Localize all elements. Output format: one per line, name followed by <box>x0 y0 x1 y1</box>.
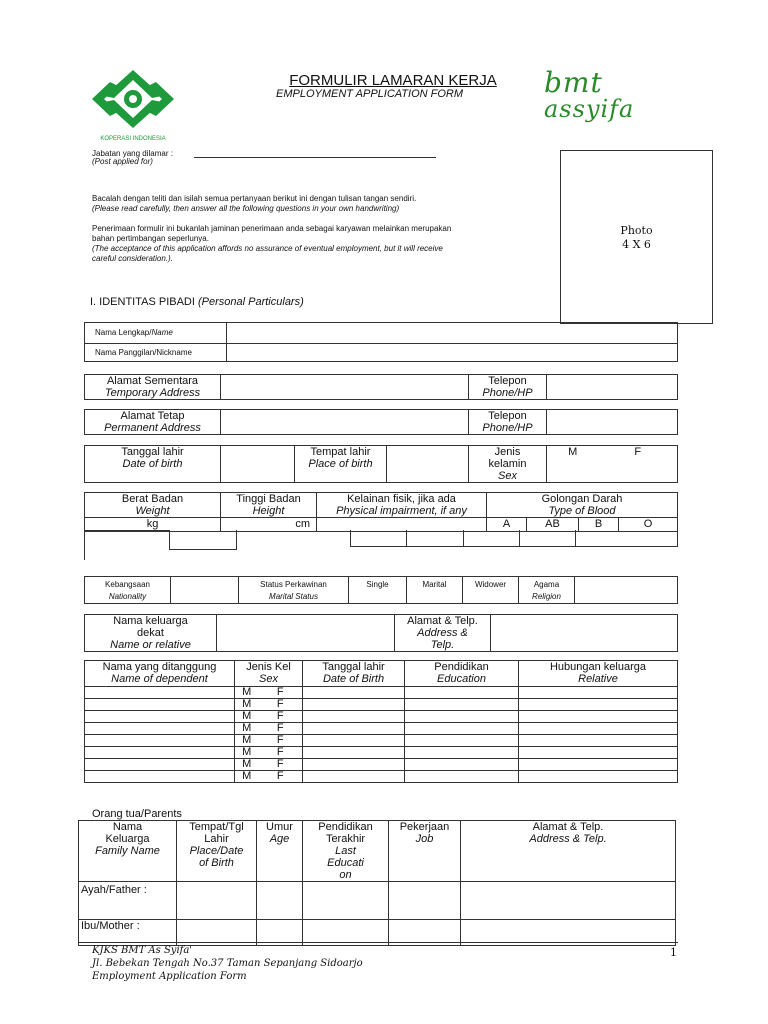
birth-place-field[interactable] <box>387 446 469 483</box>
dependent-name-header-id: Nama yang ditanggung <box>102 661 217 673</box>
parent-address-header <box>461 821 676 882</box>
blood-type-b[interactable]: B <box>579 518 619 532</box>
temp-address-label <box>85 375 221 400</box>
blood-answer-b[interactable] <box>463 530 520 547</box>
dependent-row <box>85 759 678 771</box>
parent-job-header <box>389 821 461 882</box>
cooperative-logo-caption: KOPERASI INDONESIA <box>100 136 166 142</box>
parent-education-header-en2: Educati <box>327 857 364 869</box>
parent-education-header <box>303 821 389 882</box>
dependent-row <box>85 735 678 747</box>
post-applied-field[interactable] <box>194 157 436 158</box>
nationality-label-id: Kebangsaan <box>105 580 150 589</box>
birth-place-label-id: Tempat lahir <box>310 446 371 458</box>
dependent-education-field[interactable] <box>405 723 519 735</box>
mother-label: Ibu/Mother : <box>79 920 177 946</box>
religion-field[interactable] <box>575 577 678 604</box>
dependent-sex-f[interactable]: F <box>259 759 303 771</box>
dependent-sex-f[interactable]: F <box>259 735 303 747</box>
dependent-relation-field[interactable] <box>519 759 678 771</box>
form-subtitle: EMPLOYMENT APPLICATION FORM <box>276 88 464 100</box>
full-name-label-id: Nama Lengkap/ <box>95 328 152 337</box>
instruction-1: Bacalah dengan teliti dan isilah semua pertanyaan berikut ini dengan tulisan tangan sendiri. <box>92 194 417 203</box>
dependent-row <box>85 723 678 735</box>
parent-birth-header-en2: of Birth <box>199 857 234 869</box>
dependent-sex-m[interactable]: M <box>235 747 259 759</box>
impairment-label <box>317 493 487 518</box>
blood-answer-o[interactable] <box>519 530 576 547</box>
marital-married-option[interactable]: Marital <box>407 577 463 604</box>
temp-phone-label <box>469 375 547 400</box>
dependent-relation-field[interactable] <box>519 735 678 747</box>
weight-value-box[interactable] <box>169 530 237 550</box>
weight-label <box>85 493 221 518</box>
dependents-table <box>84 660 678 783</box>
brand-logo-line2: assyifa <box>544 95 635 123</box>
temp-address-label-en: Temporary Address <box>104 387 201 399</box>
sex-label-line1: Jenis <box>494 446 521 458</box>
dependent-name-field[interactable] <box>85 687 235 699</box>
father-birth-field[interactable] <box>177 882 257 920</box>
temp-phone-field[interactable] <box>547 375 678 400</box>
page-number: 1 <box>670 946 677 959</box>
dependent-education-field[interactable] <box>405 687 519 699</box>
perm-phone-label-id: Telepon <box>488 410 527 422</box>
perm-address-label-en: Permanent Address <box>104 422 201 434</box>
parent-job-header-id: Pekerjaan <box>399 821 450 833</box>
dependent-sex-f[interactable]: F <box>259 771 303 783</box>
dependent-sex-f[interactable]: F <box>259 699 303 711</box>
dependent-relation-field[interactable] <box>519 699 678 711</box>
dependent-education-header <box>405 661 519 687</box>
dependent-education-header-en: Education <box>437 673 486 685</box>
religion-label-id: Agama <box>533 580 560 589</box>
parent-age-header <box>257 821 303 882</box>
dependent-dob-field[interactable] <box>303 759 405 771</box>
height-field[interactable]: cm <box>221 518 317 532</box>
dependent-name-header <box>85 661 235 687</box>
dependents-header-row <box>85 661 678 687</box>
sex-label-en: Sex <box>498 470 517 482</box>
dependent-dob-header-en: Date of Birth <box>322 673 385 685</box>
dependent-name-header-en: Name of dependent <box>111 673 208 685</box>
temp-address-table <box>84 374 678 400</box>
footer-line-1: KJKS BMT As Syifa' <box>92 945 193 956</box>
father-age-field[interactable] <box>257 882 303 920</box>
parent-address-header-en: Address & Telp. <box>529 833 607 845</box>
impairment-label-en: Physical impairment, if any <box>336 505 467 517</box>
parent-education-header-en1: Last <box>335 845 356 857</box>
birth-date-label-id: Tanggal lahir <box>121 446 184 458</box>
dependent-row <box>85 711 678 723</box>
parent-birth-header <box>177 821 257 882</box>
dependent-row <box>85 687 678 699</box>
photo-box[interactable] <box>560 150 713 324</box>
dependent-relation-header <box>519 661 678 687</box>
dependent-education-field[interactable] <box>405 759 519 771</box>
dependent-name-field[interactable] <box>85 735 235 747</box>
dependent-sex-m[interactable]: M <box>235 711 259 723</box>
marital-status-label-id: Status Perkawinan <box>260 580 327 589</box>
dependent-sex-m[interactable]: M <box>235 723 259 735</box>
brand-logo <box>544 66 674 130</box>
perm-address-field[interactable] <box>221 410 469 435</box>
parent-birth-header-en1: Place/Date <box>189 845 244 857</box>
dependent-dob-field[interactable] <box>303 747 405 759</box>
relative-name-label-line2: dekat <box>137 627 164 639</box>
blood-type-a[interactable]: A <box>487 518 527 532</box>
relative-address-label <box>395 615 491 652</box>
weight-extra-box[interactable] <box>84 530 170 560</box>
dependent-education-header-id: Pendidikan <box>434 661 489 673</box>
father-address-field[interactable] <box>461 882 676 920</box>
marital-status-label <box>239 577 349 604</box>
father-row <box>79 882 676 920</box>
relative-address-field[interactable] <box>491 615 678 652</box>
birth-date-label-en: Date of birth <box>122 458 183 470</box>
blood-type-label-id: Golongan Darah <box>541 493 623 505</box>
blood-answer-ab[interactable] <box>406 530 464 547</box>
sex-label <box>469 446 547 483</box>
dependent-education-field[interactable] <box>405 771 519 783</box>
dependent-name-field[interactable] <box>85 699 235 711</box>
father-education-field[interactable] <box>303 882 389 920</box>
blood-type-o[interactable]: O <box>619 518 678 532</box>
dependent-dob-field[interactable] <box>303 699 405 711</box>
parent-birth-header-line2: Lahir <box>204 833 229 845</box>
dependent-relation-header-en: Relative <box>578 673 618 685</box>
birth-date-field[interactable] <box>221 446 295 483</box>
birth-place-label-en: Place of birth <box>308 458 373 470</box>
nickname-field[interactable] <box>227 344 678 362</box>
dependent-name-field[interactable] <box>85 771 235 783</box>
photo-label: Photo <box>620 224 653 237</box>
dependent-education-field[interactable] <box>405 747 519 759</box>
sex-female-option[interactable]: F <box>599 446 678 483</box>
parents-title: Orang tua/Parents <box>92 808 182 820</box>
dependent-name-field[interactable] <box>85 723 235 735</box>
blood-type-label <box>487 493 678 518</box>
dependent-relation-header-id: Hubungan keluarga <box>549 661 647 673</box>
birth-place-label <box>295 446 387 483</box>
sex-label-line2: kelamin <box>488 458 527 470</box>
father-job-field[interactable] <box>389 882 461 920</box>
perm-address-table <box>84 409 678 435</box>
perm-phone-label-en: Phone/HP <box>482 422 533 434</box>
relative-address-label-line1: Alamat & Telp. <box>407 615 478 627</box>
section-1-title-id: I. IDENTITAS PIBADI <box>90 296 195 308</box>
perm-phone-label <box>469 410 547 435</box>
instruction-2b: bahan pertimbangan seperlunya. <box>92 234 209 243</box>
dependent-row <box>85 771 678 783</box>
dependent-relation-field[interactable] <box>519 771 678 783</box>
parent-name-header-line1: Nama <box>112 821 143 833</box>
weight-field[interactable]: kg <box>85 518 221 532</box>
nickname-label: Nama Panggilan/Nickname <box>85 344 227 362</box>
dependent-relation-field[interactable] <box>519 723 678 735</box>
physical-table <box>84 492 678 532</box>
marital-widower-option[interactable]: Widower <box>463 577 519 604</box>
birth-table <box>84 445 678 483</box>
relative-address-label-line3: Telp. <box>430 639 455 651</box>
instruction-2-en-b: careful consideration.). <box>92 254 173 263</box>
parent-address-header-id: Alamat & Telp. <box>532 821 604 833</box>
temp-phone-label-en: Phone/HP <box>482 387 533 399</box>
dependent-row <box>85 699 678 711</box>
weight-label-en: Weight <box>135 505 170 517</box>
section-1-title <box>90 296 304 308</box>
parents-table <box>78 820 676 946</box>
dependent-sex-header-en: Sex <box>259 673 278 685</box>
temp-address-field[interactable] <box>221 375 469 400</box>
perm-address-label <box>85 410 221 435</box>
birth-date-label <box>85 446 221 483</box>
blood-type-label-en: Type of Blood <box>548 505 616 517</box>
blood-answer-a[interactable] <box>350 530 407 547</box>
parent-name-header <box>79 821 177 882</box>
dependent-name-field[interactable] <box>85 759 235 771</box>
dependent-dob-header-id: Tanggal lahir <box>322 661 385 673</box>
post-applied-label: Jabatan yang dilamar : <box>92 149 173 158</box>
dependent-dob-field[interactable] <box>303 723 405 735</box>
footer <box>92 944 363 983</box>
dependent-dob-field[interactable] <box>303 711 405 723</box>
parent-age-header-en: Age <box>269 833 290 845</box>
nationality-field[interactable] <box>171 577 239 604</box>
instruction-2a: Penerimaan formulir ini bukanlah jaminan penerimaan anda sebagai karyawan melainkan merupakan <box>92 224 452 233</box>
post-applied-label-en: (Post applied for) <box>92 157 153 166</box>
parent-education-header-line1: Pendidikan <box>318 821 373 833</box>
instructions <box>92 194 552 264</box>
relative-name-label-line1: Nama keluarga <box>113 615 188 627</box>
dependent-sex-m[interactable]: M <box>235 735 259 747</box>
height-label-en: Height <box>252 505 285 517</box>
parent-name-header-en: Family Name <box>95 845 160 857</box>
nationality-label <box>85 577 171 604</box>
dependent-dob-field[interactable] <box>303 771 405 783</box>
temp-address-label-id: Alamat Sementara <box>106 375 199 387</box>
temp-phone-label-id: Telepon <box>488 375 527 387</box>
name-table <box>84 322 678 362</box>
full-name-label <box>85 323 227 344</box>
parent-education-header-en3: on <box>339 869 352 881</box>
height-label <box>221 493 317 518</box>
religion-label <box>519 577 575 604</box>
dependent-dob-header <box>303 661 405 687</box>
blood-type-ab[interactable]: AB <box>527 518 579 532</box>
parent-age-header-id: Umur <box>266 821 293 833</box>
relative-name-field[interactable] <box>217 615 395 652</box>
height-label-id: Tinggi Badan <box>236 493 301 505</box>
cooperative-emblem-icon <box>88 68 178 130</box>
brand-logo-line1: bmt <box>544 66 603 99</box>
form-title: FORMULIR LAMARAN KERJA <box>289 72 497 89</box>
sex-male-option[interactable]: M <box>547 446 599 483</box>
parent-name-header-line2: Keluarga <box>105 833 150 845</box>
marital-status-label-en: Marital Status <box>269 592 318 601</box>
dependent-sex-m[interactable]: M <box>235 771 259 783</box>
dependent-sex-header <box>235 661 303 687</box>
dependent-sex-m[interactable]: M <box>235 687 259 699</box>
weight-label-id: Berat Badan <box>121 493 184 505</box>
impairment-label-id: Kelainan fisik, jika ada <box>347 493 456 505</box>
dependent-sex-f[interactable]: F <box>259 747 303 759</box>
parent-education-header-line2: Terakhir <box>325 833 366 845</box>
cooperative-logo <box>88 68 178 140</box>
instruction-2-en-a: (The acceptance of this application affords no assurance of eventual employment, but it will receive <box>92 244 443 253</box>
dependent-relation-field[interactable] <box>519 747 678 759</box>
dependent-education-field[interactable] <box>405 699 519 711</box>
relative-address-label-line2: Address & <box>417 627 468 639</box>
nationality-label-en: Nationality <box>108 592 147 601</box>
relative-name-label-en: Name or relative <box>110 639 191 651</box>
dependent-relation-field[interactable] <box>519 711 678 723</box>
dependent-sex-header-id: Jenis Kel <box>246 661 291 673</box>
photo-size-label: 4 X 6 <box>622 238 651 251</box>
footer-line-3: Employment Application Form <box>92 971 247 982</box>
relative-table <box>84 614 678 652</box>
footer-divider <box>78 942 678 943</box>
perm-address-label-id: Alamat Tetap <box>120 410 185 422</box>
full-name-field[interactable] <box>227 323 678 344</box>
father-label: Ayah/Father : <box>79 882 177 920</box>
dependent-education-field[interactable] <box>405 735 519 747</box>
dependent-sex-m[interactable]: M <box>235 759 259 771</box>
dependent-name-field[interactable] <box>85 711 235 723</box>
blood-answer-extra[interactable] <box>575 530 678 547</box>
instruction-1-en: (Please read carefully, then answer all the following questions in your own handwriting) <box>92 204 400 213</box>
dependent-dob-field[interactable] <box>303 687 405 699</box>
dependent-row <box>85 747 678 759</box>
footer-line-2: Jl. Bebekan Tengah No.37 Taman Sepanjang Sidoarjo <box>92 958 363 969</box>
parent-job-header-en: Job <box>415 833 434 845</box>
relative-name-label <box>85 615 217 652</box>
dependent-name-field[interactable] <box>85 747 235 759</box>
dependent-sex-f[interactable]: F <box>259 723 303 735</box>
full-name-label-en: Name <box>151 328 173 337</box>
section-1-title-en: (Personal Particulars) <box>198 296 304 308</box>
dependent-education-field[interactable] <box>405 711 519 723</box>
dependent-sex-f[interactable]: F <box>259 711 303 723</box>
religion-label-en: Religion <box>532 592 561 601</box>
parent-birth-header-line1: Tempat/Tgl <box>189 821 244 833</box>
dependent-sex-m[interactable]: M <box>235 699 259 711</box>
marital-single-option[interactable]: Single <box>349 577 407 604</box>
dependent-sex-f[interactable]: F <box>259 687 303 699</box>
status-table <box>84 576 678 604</box>
dependent-dob-field[interactable] <box>303 735 405 747</box>
perm-phone-field[interactable] <box>547 410 678 435</box>
dependent-relation-field[interactable] <box>519 687 678 699</box>
